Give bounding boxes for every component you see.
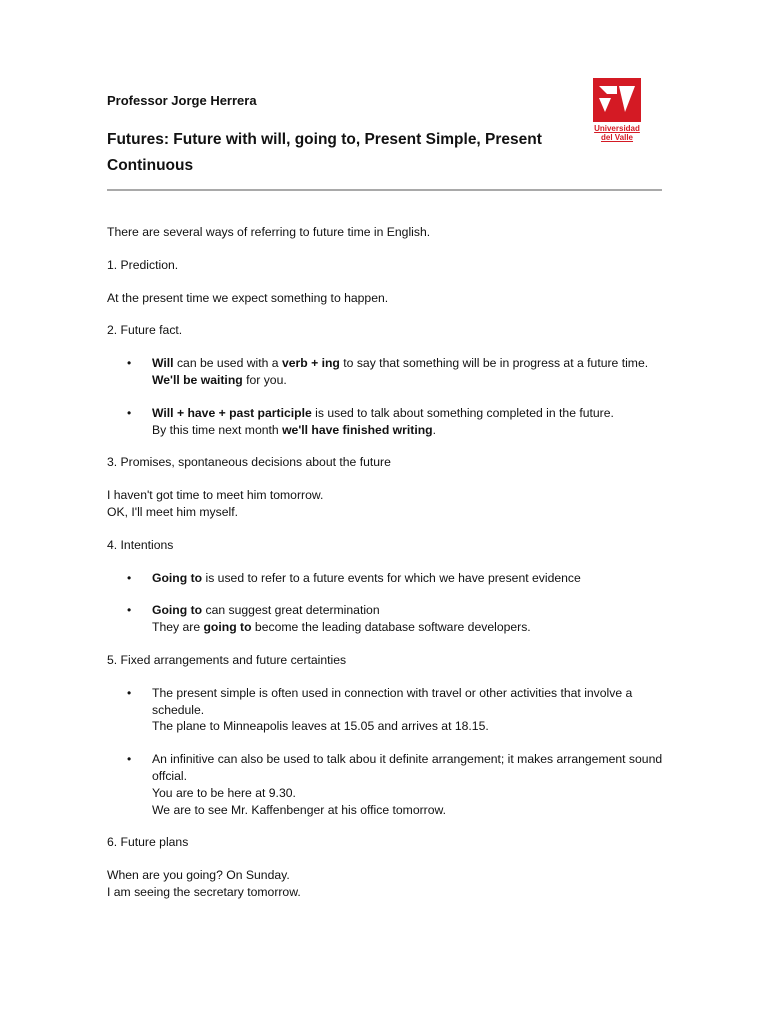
bullet-going-to-determination — [107, 602, 667, 636]
bullet-will-have-participle — [107, 405, 667, 439]
promises-line-2: OK, I'll meet him myself. — [107, 504, 238, 519]
intro-text: There are several ways of referring to future time in English. — [107, 225, 431, 239]
bullet-example: You are to be here at 9.30. — [152, 785, 296, 800]
header-divider — [107, 189, 662, 191]
logo-line-2: del Valle — [600, 133, 634, 142]
bullet-text: • An infinitive can also be used to talk abou it definite arrangement; it makes arrangement sound offcial. — [152, 752, 663, 783]
bullet-infinitive — [107, 751, 667, 818]
bullet-present-simple — [107, 685, 667, 735]
logo-line-1: Universidad — [594, 124, 640, 133]
bullet-will-verb-ing — [107, 355, 667, 389]
plans-line-1: When are you going? On Sunday. — [107, 868, 290, 883]
prediction-text: At the present time we expect something to happen. — [107, 290, 389, 305]
section-heading-prediction: 1. Prediction. — [107, 257, 179, 272]
bullet-example: We are to see Mr. Kaffenbenger at his office tomorrow. — [152, 802, 447, 817]
promises-line-1: I haven't got time to meet him tomorrow. — [107, 488, 324, 503]
section-heading-fixed-arrangements: 5. Fixed arrangements and future certainties — [107, 652, 347, 667]
bullet-example: The plane to Minneapolis leaves at 15.05 and arrives at 18.15. — [152, 719, 489, 734]
bullet-text: • Will can be used with a verb + ing to say that something will be in progress at a future time. — [152, 356, 649, 371]
logo-text — [590, 124, 644, 142]
document-title: Futures: Future with will, going to, Present Simple, Present Continuous — [107, 131, 542, 174]
bullet-going-to-evidence — [107, 570, 667, 587]
bullet-example: By this time next month we'll have finished writing. — [152, 422, 436, 437]
author-name: Professor Jorge Herrera — [107, 93, 257, 108]
section-heading-future-fact: 2. Future fact. — [107, 323, 183, 338]
bullet-example: They are going to become the leading database software developers. — [152, 620, 531, 635]
bullet-text: • The present simple is often used in connection with travel or other activities that involve a schedule. — [152, 685, 633, 717]
bullet-text: • Going to can suggest great determination — [152, 603, 380, 618]
section-heading-future-plans: 6. Future plans — [107, 835, 189, 850]
section-heading-intentions: 4. Intentions — [107, 537, 174, 552]
bullet-text: • Will + have + past participle is used to talk about something completed in the future. — [152, 405, 614, 420]
plans-line-2: I am seeing the secretary tomorrow. — [107, 884, 301, 899]
section-heading-promises: 3. Promises, spontaneous decisions about the future — [107, 455, 391, 470]
bullet-text: • Going to is used to refer to a future events for which we have present evidence — [152, 570, 581, 585]
document-body — [107, 224, 667, 901]
bullet-example: We'll be waiting for you. — [152, 372, 287, 387]
